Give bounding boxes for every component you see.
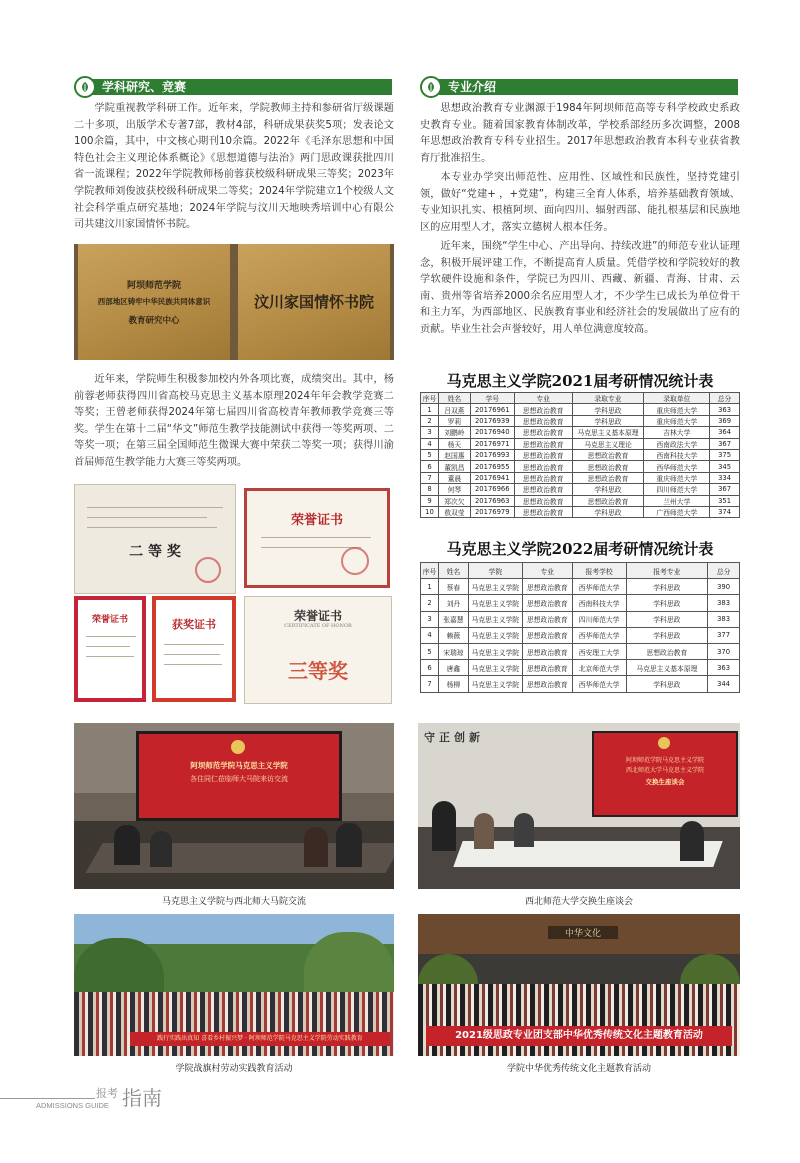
table-2021-title: 马克思主义学院2021届考研情况统计表 xyxy=(446,372,714,390)
table-cell: 刘鹏岭 xyxy=(438,427,470,438)
table-cell: 思想政治教育 xyxy=(522,579,572,595)
table-cell: 马克思主义学院 xyxy=(468,579,522,595)
table-row xyxy=(421,579,740,595)
emblem-icon xyxy=(231,740,245,754)
table-cell: 351 xyxy=(710,495,740,506)
table-cell: 宋瑞琼 xyxy=(438,643,468,659)
table-cell: 思想政治教育 xyxy=(522,643,572,659)
section-title: 专业介绍 xyxy=(448,80,497,94)
plaque-academy xyxy=(238,244,390,360)
table-cell: 9 xyxy=(421,495,439,506)
table-cell: 思想政治教育 xyxy=(514,427,572,438)
table-row xyxy=(421,506,740,517)
plaque-line-3: 教育研究中心 xyxy=(128,316,180,326)
table-cell: 377 xyxy=(708,627,740,643)
table-header-row xyxy=(421,563,740,579)
table-cell: 马克思主义学院 xyxy=(468,676,522,692)
certificate-honor-2 xyxy=(74,596,146,702)
footer-guide-big: 指南 xyxy=(122,1086,162,1110)
table-cell: 思想政治教育 xyxy=(514,415,572,426)
table-cell: 4 xyxy=(421,627,439,643)
table-cell: 1 xyxy=(421,404,439,415)
section-header-research xyxy=(74,76,392,98)
table-cell: 董晨 xyxy=(438,472,470,483)
table-cell: 马克思主义基本原理 xyxy=(626,660,708,676)
major-achievements-paragraph: 近年来，围绕“学生中心、产出导向、持续改进”的师范专业认证理念，积极开展评建工作，不断提高育人质量。凭借学校和学院较好的教学软硬件设施和条件，学院已为四川、西藏、新疆、青海、甘肃、云南、贵州等省培养2000余名应用型人才，不少学生已成长为单位骨干和主力军，为西部地区、民族教育事业和经济社会的发展做出了应有的贡献。毕业生社会声誉较好，用人单位满意度较高。 xyxy=(420,241,740,335)
table-cell: 四川师范大学 xyxy=(644,484,710,495)
table-cell: 20176955 xyxy=(470,461,514,472)
table-cell: 370 xyxy=(708,643,740,659)
certificate-second-prize xyxy=(74,484,236,594)
screen-text-2: 西北师范大学马克思主义学院 xyxy=(625,767,704,774)
table-cell: 5 xyxy=(421,449,439,460)
table-cell: 学科思政 xyxy=(626,627,708,643)
table-cell: 马克思主义学院 xyxy=(468,627,522,643)
table-cell: 6 xyxy=(421,461,439,472)
screen-text-1: 阿坝师范学院马克思主义学院 xyxy=(625,757,704,764)
column-header: 姓名 xyxy=(438,393,470,404)
led-screen xyxy=(592,731,738,817)
column-header: 录取专业 xyxy=(572,393,644,404)
table-cell: 赖薇 xyxy=(438,627,468,643)
emblem-icon xyxy=(658,737,670,749)
leaf-icon xyxy=(74,76,96,98)
table-cell: 20176993 xyxy=(470,449,514,460)
column-header: 录取单位 xyxy=(644,393,710,404)
table-cell: 张嘉慧 xyxy=(438,611,468,627)
table-cell: 364 xyxy=(710,427,740,438)
table-cell: 思想政治教育 xyxy=(522,627,572,643)
table-cell: 学科思政 xyxy=(572,415,644,426)
column-header: 总分 xyxy=(708,563,740,579)
screen-text-1: 阿坝师范学院马克思主义学院 xyxy=(190,761,288,770)
table-cell: 吕双燕 xyxy=(438,404,470,415)
table-cell: 马克思主义学院 xyxy=(468,660,522,676)
table-cell: 10 xyxy=(421,506,439,517)
led-screen xyxy=(136,731,342,821)
table-cell: 学科思政 xyxy=(626,611,708,627)
table-cell: 4 xyxy=(421,438,439,449)
certificate-title: 荣誉证书 xyxy=(293,609,342,623)
photo-culture-activity xyxy=(418,914,740,1056)
column-header: 总分 xyxy=(710,393,740,404)
photo-caption: 西北师范大学交换生座谈会 xyxy=(524,897,633,907)
table-cell: 2 xyxy=(421,595,439,611)
table-cell: 马克思主义学院 xyxy=(468,643,522,659)
certificate-award-text: 二 等 奖 xyxy=(129,544,181,560)
table-cell: 6 xyxy=(421,660,439,676)
table-cell: 学科思政 xyxy=(626,676,708,692)
table-cell: 363 xyxy=(708,660,740,676)
certificate-title: 荣誉证书 xyxy=(290,513,343,528)
table-cell: 思想政治教育 xyxy=(572,495,644,506)
table-cell: 蔡春 xyxy=(438,579,468,595)
photo-exchange-meeting xyxy=(74,723,394,889)
table-cell: 思想政治教育 xyxy=(514,472,572,483)
table-row xyxy=(421,627,740,643)
event-banner: 2021级思政专业团支部中华优秀传统文化主题教育活动 xyxy=(426,1026,732,1046)
table-cell: 吉林大学 xyxy=(644,427,710,438)
table-cell: 20176963 xyxy=(470,495,514,506)
table-cell: 马克思主义学院 xyxy=(468,611,522,627)
table-cell: 学科思政 xyxy=(626,595,708,611)
table-cell: 思想政治教育 xyxy=(514,438,572,449)
table-cell: 7 xyxy=(421,676,439,692)
table-cell: 20176966 xyxy=(470,484,514,495)
table-row xyxy=(421,461,740,472)
table-row xyxy=(421,660,740,676)
table-cell: 20176939 xyxy=(470,415,514,426)
column-header: 报考学校 xyxy=(572,563,626,579)
certificate-title: 获奖证书 xyxy=(172,618,216,631)
screen-text-2: 各住同仁莅临师大马院来访交流 xyxy=(190,775,288,783)
photo-labor-practice xyxy=(74,914,394,1056)
table-header-row xyxy=(421,393,740,404)
table-cell: 西南科技大学 xyxy=(572,595,626,611)
table-cell: 西安理工大学 xyxy=(572,643,626,659)
table-row xyxy=(421,484,740,495)
table-2022-title: 马克思主义学院2022届考研情况统计表 xyxy=(446,540,714,558)
table-cell: 何琴 xyxy=(438,484,470,495)
table-cell: 20176941 xyxy=(470,472,514,483)
table-cell: 重庆师范大学 xyxy=(644,404,710,415)
table-cell: 北京师范大学 xyxy=(572,660,626,676)
certificate-honor-3 xyxy=(244,596,392,704)
table-cell: 344 xyxy=(708,676,740,692)
table-cell: 7 xyxy=(421,472,439,483)
table-cell: 思想政治教育 xyxy=(522,676,572,692)
wall-sign: 守正创新 xyxy=(424,731,484,744)
table-cell: 思想政治教育 xyxy=(514,449,572,460)
table-cell: 334 xyxy=(710,472,740,483)
table-cell: 西南政法大学 xyxy=(644,438,710,449)
hall-sign: 中华文化 xyxy=(548,926,618,939)
section-title: 学科研究、竞赛 xyxy=(102,80,187,94)
table-cell: 思想政治教育 xyxy=(572,461,644,472)
photo-caption: 学院中华优秀传统文化主题教育活动 xyxy=(506,1064,651,1074)
table-row xyxy=(421,611,740,627)
table-cell: 敖双莹 xyxy=(438,506,470,517)
table-cell: 思想政治教育 xyxy=(522,660,572,676)
leaf-icon xyxy=(420,76,442,98)
table-cell: 唐鑫 xyxy=(438,660,468,676)
table-cell: 赵国惠 xyxy=(438,449,470,460)
column-header: 序号 xyxy=(421,393,439,404)
table-cell: 20176961 xyxy=(470,404,514,415)
table-cell: 思想政治教育 xyxy=(522,595,572,611)
table-cell: 383 xyxy=(708,611,740,627)
research-paragraph: 学院重视教学科研工作。近年来，学院教师主持和参研省厅级课题二十多项，出版学术专著7部，教材4部，科研成果获奖5项；发表论文100余篇，其中，中文核心期刊10余篇。2022年《毛泽东思想和中国特色社会主义理论体系概论》《思想道德与法治》两门思政课获批四川省一流课程；2022年学院教师杨前蓉获校级科研成果三等奖；2023年学院教师刘俊波获校级科研成果二等奖；2024年学院建立1个校级人文社会科学重点研究基地；2024年学院与汶川天地映秀培训中心有限公司共建汶川家国情怀书院。 xyxy=(74,103,394,231)
photo-caption: 马克思主义学院与西北师大马院交流 xyxy=(161,897,306,907)
table-cell: 20176971 xyxy=(470,438,514,449)
table-cell: 思想政治教育 xyxy=(514,495,572,506)
column-header: 学号 xyxy=(470,393,514,404)
table-cell: 学科思政 xyxy=(572,404,644,415)
plaques-photo xyxy=(74,244,394,360)
major-features-paragraph: 本专业办学突出师范性、应用性、区域性和民族性，坚持党建引领，做好“党建+ ，+党建”，构建三全育人体系，培养基础教育领域、专业知识扎实、根植阿坝、面向四川、辐射西部、能扎根基层和民族地区的应用型人才，落实立德树人根本任务。 xyxy=(420,172,740,233)
table-cell: 西南科技大学 xyxy=(644,449,710,460)
competition-paragraph: 近年来，学院师生积极参加校内外各项比赛，成绩突出。其中，杨前蓉老师获得四川省高校马克思主义基本原理2024年年会教学竞赛二等奖；王曾老师获得2024年第七届四川省高校青年教师教学竞赛三等奖。学生在第十二届“华文”师范生教学技能测试中获得一等奖两项、二等奖一项；在第三届全国师范生微课大赛中荣获二等奖一项；获得川渝首届师范生教学能力大赛三等奖两项。 xyxy=(74,374,394,468)
table-row xyxy=(421,495,740,506)
table-row xyxy=(421,643,740,659)
table-cell: 西华师范大学 xyxy=(572,579,626,595)
photo-caption: 学院战旗村劳动实践教育活动 xyxy=(175,1064,293,1074)
table-cell: 兰州大学 xyxy=(644,495,710,506)
table-cell: 马克思主义学院 xyxy=(468,595,522,611)
table-cell: 思想政治教育 xyxy=(514,404,572,415)
table-cell: 思想政治教育 xyxy=(572,472,644,483)
footer-rule xyxy=(0,1098,95,1099)
footer-guide-en: ADMISSIONS GUIDE xyxy=(36,1101,109,1110)
table-row xyxy=(421,595,740,611)
table-cell: 学科思政 xyxy=(626,579,708,595)
table-row xyxy=(421,427,740,438)
table-cell: 8 xyxy=(421,484,439,495)
event-banner: 践行实践出真知 喜看乡村振兴梦 · 阿坝师范学院马克思主义学院劳动实践教育 xyxy=(130,1032,390,1046)
table-cell: 学科思政 xyxy=(572,484,644,495)
column-header: 序号 xyxy=(421,563,439,579)
table-cell: 西华师范大学 xyxy=(572,676,626,692)
table-cell: 学科思政 xyxy=(572,506,644,517)
column-header: 学院 xyxy=(468,563,522,579)
table-cell: 374 xyxy=(710,506,740,517)
table-cell: 董凯昌 xyxy=(438,461,470,472)
table-cell: 345 xyxy=(710,461,740,472)
table-cell: 1 xyxy=(421,579,439,595)
table-cell: 杨天 xyxy=(438,438,470,449)
table-cell: 马克思主义基本原理 xyxy=(572,427,644,438)
table-cell: 383 xyxy=(708,595,740,611)
certificate-honor-1 xyxy=(244,488,390,588)
table-row xyxy=(421,472,740,483)
plaque-line-2: 西部地区铸牢中华民族共同体意识 xyxy=(97,297,211,306)
table-cell: 重庆师范大学 xyxy=(644,415,710,426)
plaque-academy-name: 汶川家国情怀书院 xyxy=(253,293,374,311)
column-header: 专业 xyxy=(522,563,572,579)
certificate-award xyxy=(152,596,236,702)
table-row xyxy=(421,438,740,449)
column-header: 姓名 xyxy=(438,563,468,579)
column-header: 报考专业 xyxy=(626,563,708,579)
certificate-subtitle: CERTIFICATE OF HONOR xyxy=(284,623,352,629)
table-cell: 363 xyxy=(710,404,740,415)
table-row xyxy=(421,676,740,692)
table-cell: 广西师范大学 xyxy=(644,506,710,517)
certificates-collage xyxy=(74,484,394,705)
table-cell: 思想政治教育 xyxy=(514,461,572,472)
table-cell: 3 xyxy=(421,427,439,438)
table-cell: 2 xyxy=(421,415,439,426)
column-header: 专业 xyxy=(514,393,572,404)
table-cell: 思想政治教育 xyxy=(514,484,572,495)
table-cell: 375 xyxy=(710,449,740,460)
table-cell: 367 xyxy=(710,484,740,495)
table-cell: 重庆师范大学 xyxy=(644,472,710,483)
screen-text-3: 交换生座谈会 xyxy=(645,778,685,786)
section-header-major xyxy=(420,76,738,98)
table-cell: 思想政治教育 xyxy=(522,611,572,627)
certificate-title: 荣誉证书 xyxy=(91,615,128,625)
table-row xyxy=(421,404,740,415)
plaque-research-center xyxy=(78,244,230,360)
table-cell: 思想政治教育 xyxy=(572,449,644,460)
table-cell: 四川师范大学 xyxy=(572,611,626,627)
certificate-award-text: 三等奖 xyxy=(288,659,348,683)
table-cell: 罗莉 xyxy=(438,415,470,426)
table-cell: 390 xyxy=(708,579,740,595)
table-cell: 367 xyxy=(710,438,740,449)
table-cell: 5 xyxy=(421,643,439,659)
footer-guide-small: 报考 xyxy=(96,1087,118,1100)
table-cell: 思想政治教育 xyxy=(626,643,708,659)
major-history-paragraph: 思想政治教育专业渊源于1984年阿坝师范高等专科学校政史系政史教育专业。随着国家教育体制改革，学校系部经历多次调整，2008年思想政治教育专科专业招生。2017年思想政治教育本科专业获省教育厅批准招生。 xyxy=(420,103,740,164)
table-cell: 西华师范大学 xyxy=(644,461,710,472)
table-cell: 3 xyxy=(421,611,439,627)
table-cell: 20176979 xyxy=(470,506,514,517)
table-cell: 马克思主义理论 xyxy=(572,438,644,449)
table-cell: 20176940 xyxy=(470,427,514,438)
table-cell: 刘丹 xyxy=(438,595,468,611)
table-cell: 西华师范大学 xyxy=(572,627,626,643)
table-cell: 郑次欠 xyxy=(438,495,470,506)
table-cell: 369 xyxy=(710,415,740,426)
plaque-line-1: 阿坝师范学院 xyxy=(126,281,181,291)
table-2022 xyxy=(420,562,740,693)
table-row xyxy=(421,415,740,426)
photo-student-forum xyxy=(418,723,740,889)
table-row xyxy=(421,449,740,460)
table-2021 xyxy=(420,392,740,518)
table-cell: 思想政治教育 xyxy=(514,506,572,517)
table-cell: 杨柳 xyxy=(438,676,468,692)
